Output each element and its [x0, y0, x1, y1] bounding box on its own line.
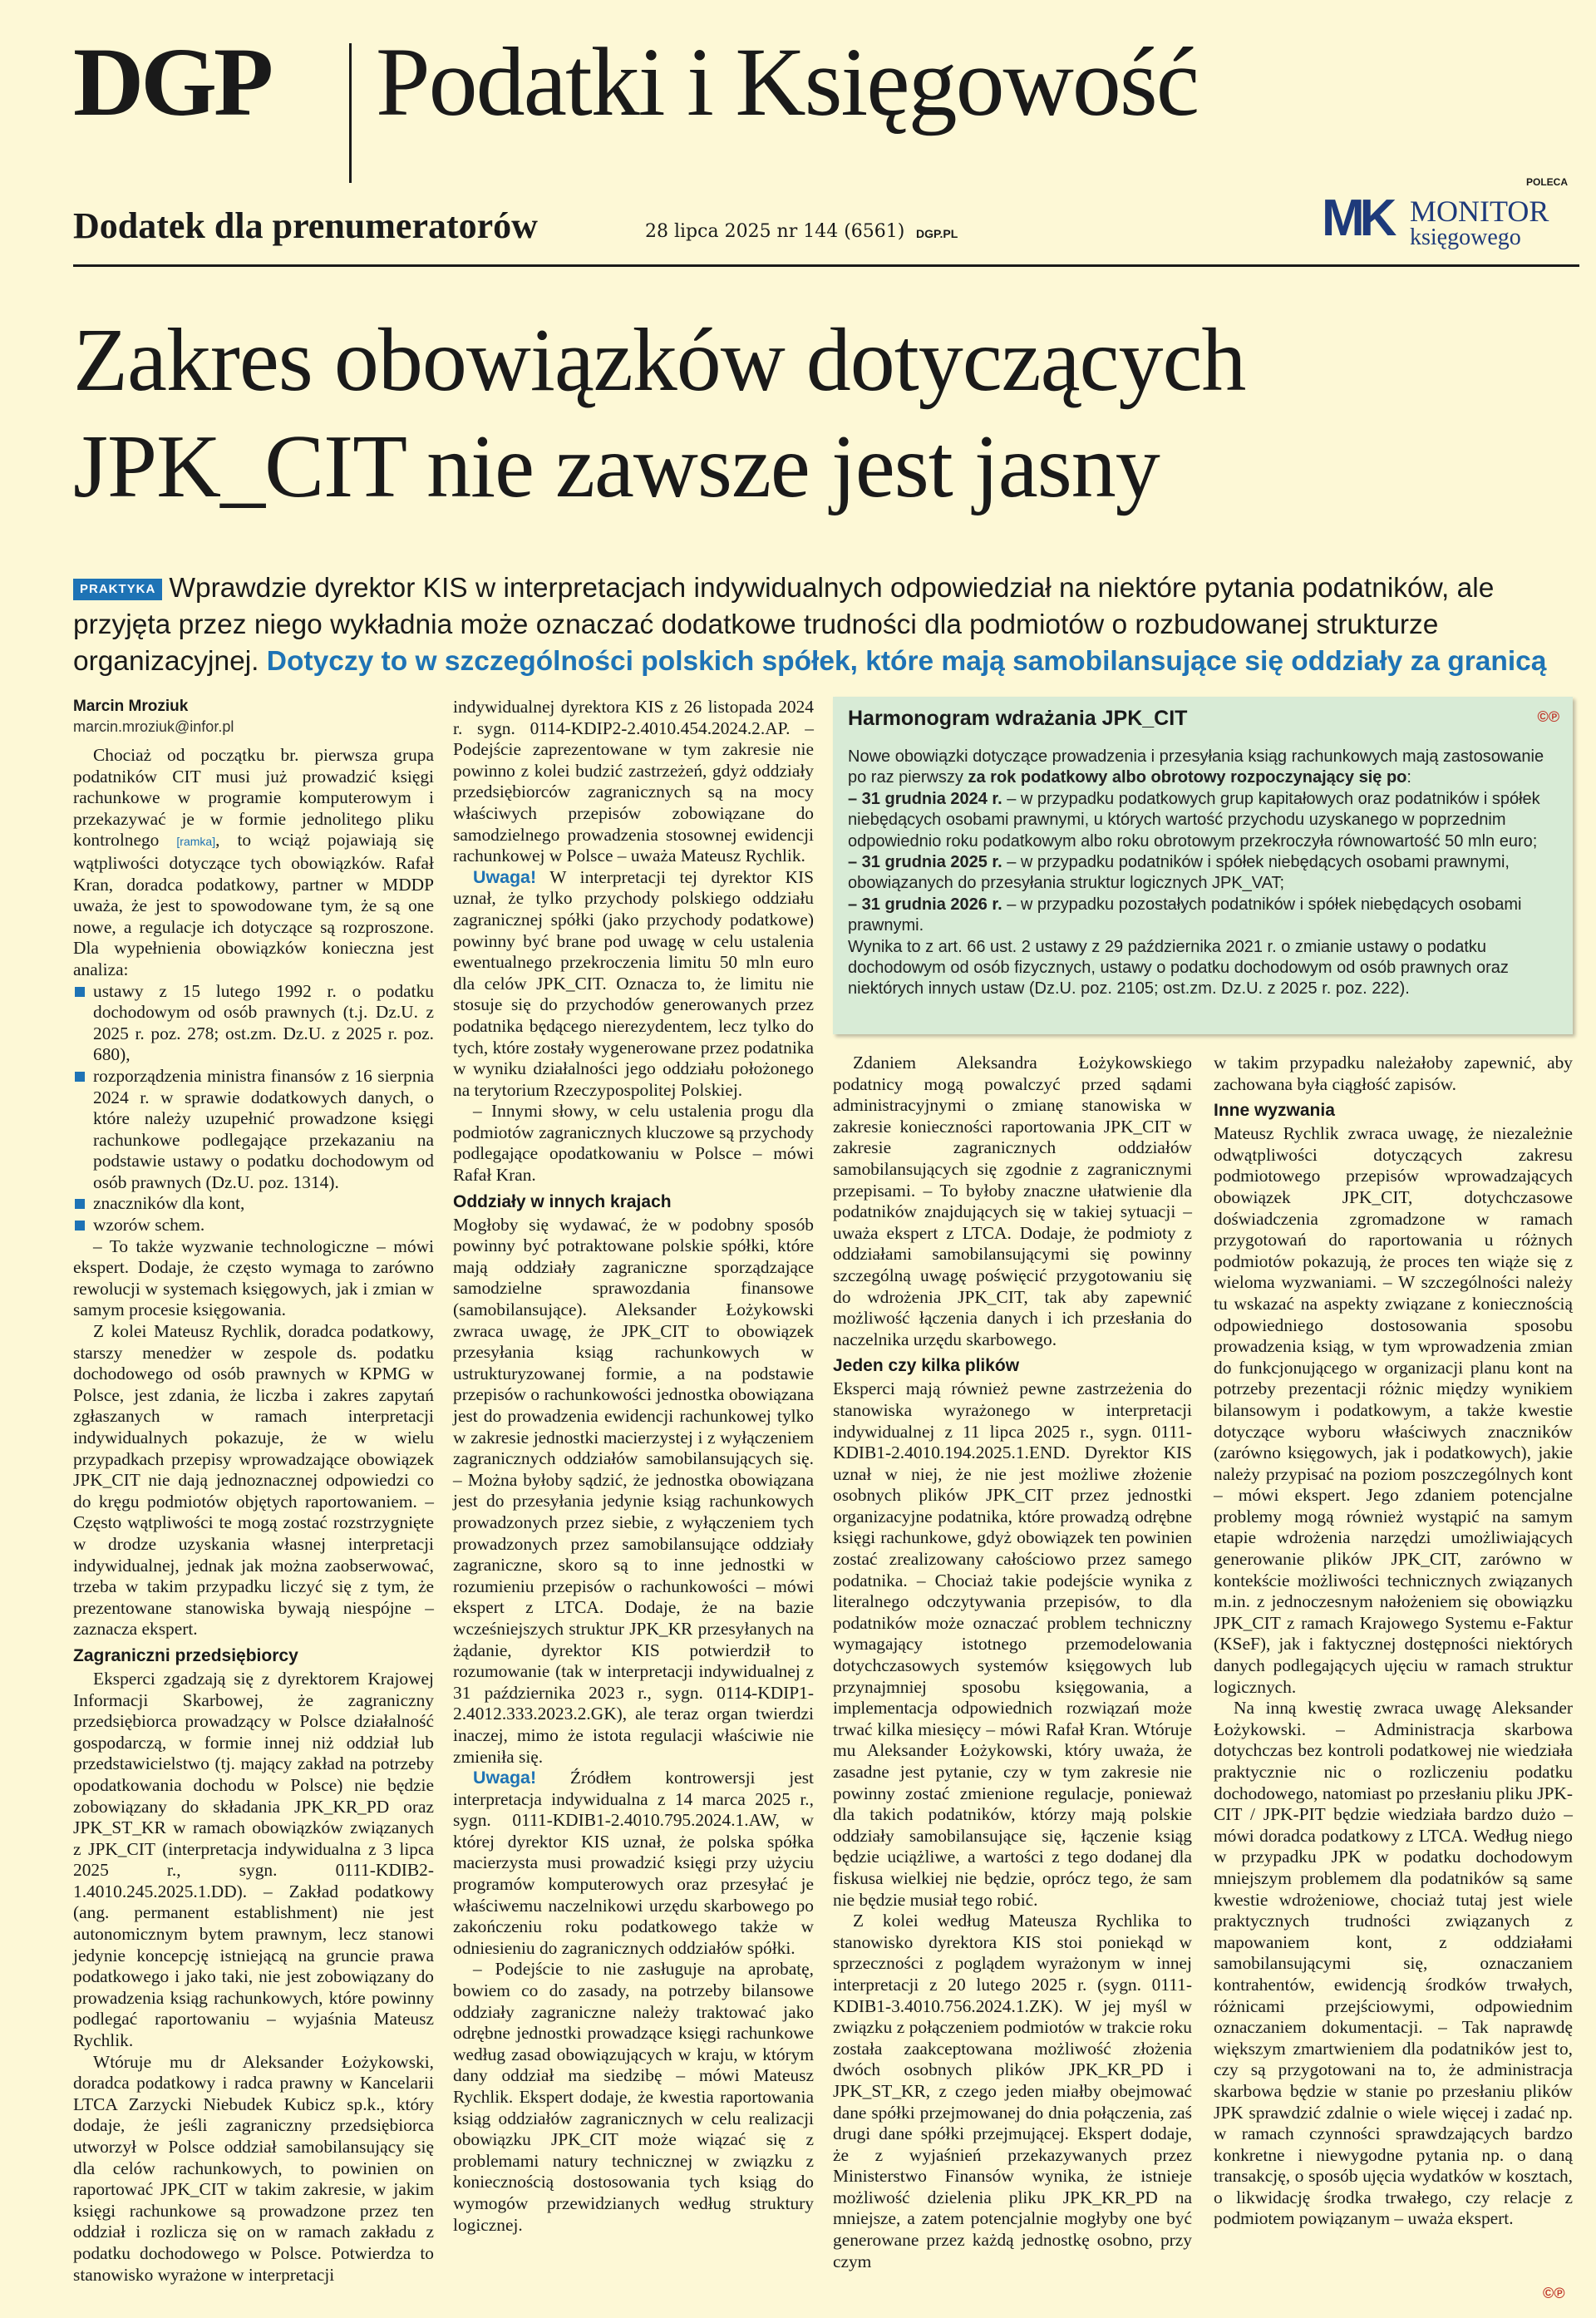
column-2 — [453, 697, 814, 2276]
subheading: Jeden czy kilka plików — [833, 1356, 1020, 1376]
subheading: Oddziały w innych krajach — [453, 1191, 672, 1211]
recommends-label: POLECA — [1526, 176, 1569, 188]
paragraph: Chociaż od początku br. pierwsza grupa podatników CIT musi już prowadzić księgi rachunkowe w programie komputerowym i przekazywać je w formie jednolitego pliku kontrolnego [ramka], to wciąż pojawiają się wątpliwości dotyczące tych obowiązków. Rafał Kran, doradca podatkowy, partner w MDDP uważa, że jest to spowodowane tym, że są one nowe, a regulacje ich dotyczące są rozproszone. Dla wypełnienia obowiązków konieczna jest analiza: — [73, 745, 434, 979]
masthead-rule — [73, 264, 1579, 267]
paragraph: Na inną kwestię zwraca uwagę Aleksander Łożykowski. – Administracja skarbowa dotychczas bez kontroli podatkowej nie wiedziała praktycznie nic o rozliczeniu podatku dochodowego, natomiast po przesłaniu pliku JPK-CIT / JPK-PIT będzie wiedziała bardzo dużo – mówi doradca podatkowy z LTCA. Według niego w przypadku JPK w podatku dochodowym mniejszym problemem dla podatników są same kwestie wdrożeniowe, chociaż tutaj jest wiele praktycznych trudności związanych z mapowaniem kont, z oddziałami samobilansującymi się, oznaczaniem kontrahentów, ewidencją środków trwałych, różnicami przejściowymi, odpowiednim oznaczaniem dokumentacji. – Tak naprawdę większym zmartwieniem dla podatników jest to, czy są przygotowani na to, że administracja skarbowa będzie w stanie po przesłaniu plików JPK sprawdzić zdalnie o wiele więcej i zadać np. w ramach czynności sprawdzających bardzo konkretne i niewygodne pytania np. o daną transakcję, o sposób ujęcia wydatków w kosztach, o likwidację środka trwałego, czy relacje z podmiotem powiązanym – uważa ekspert. — [1214, 1698, 1573, 2229]
paragraph: Z kolei według Mateusza Rychlika to stanowisko dyrektora KIS stoi poniekąd w sprzeczności z poglądem wyrażonym w innej interpretacji z 20 lutego 2025 r. (sygn. 0111-KDIB1-3.4010.756.2024.1.ZK). W jej myśl w związku z połączeniem podmiotów w trakcie roku została zaakceptowana możliwość złożenia dwóch osobnych plików JPK_KR_PD i JPK_ST_KR, z czego jeden miałby obejmować dane spółki przejmowanej do dnia połączenia, zaś drugi dane spółki przejmującej. Ekspert dodaje, że z wyjaśnień przekazywanych przez Ministerstwo Finansów wynika, że istnieje możliwość dzielenia pliku JPK_KR_PD na mniejsze, a zatem potencjalnie mogłyby one być generowane przez każdą jednostkę osobno, przy czym — [833, 1911, 1192, 2271]
list-item: rozporządzenia ministra finansów z 16 sierpnia 2024 r. w sprawie dodatkowych danych, o które należy uzupełnić prowadzone księgi rachunkowe podlegające przekazaniu na podstawie ustawy o podatku dochodowym od osób prawnych (Dz.U. poz. 1314). — [73, 1066, 434, 1194]
column-3 — [833, 1053, 1192, 2275]
supplement-label: Dodatek dla prenumeratorów — [73, 205, 538, 246]
subheading: Zagraniczni przedsiębiorcy — [73, 1645, 298, 1665]
paragraph: w takim przypadku należałoby zapewnić, aby zachowana była ciągłość zapisów. — [1214, 1053, 1573, 1094]
author-email[interactable]: marcin.mroziuk@infor.pl — [73, 718, 234, 735]
copyright-icon: ©℗ — [1537, 708, 1559, 725]
author-name: Marcin Mroziuk — [73, 698, 189, 715]
brand-logo: DGP — [73, 27, 271, 136]
paragraph: Eksperci mają również pewne zastrzeżenia do stanowiska wyrażonego w interpretacji indywidualnej z 11 lipca 2025 r., sygn. 0111-KDIB1-2.4010.194.2025.1.END. Dyrektor KIS uznał w niej, że nie jest możliwe złożenie osobnych plików JPK_CIT przez jednostki organizacyjne podatnika, które prowadzą odrębne księgi rachunkowe, gdyż obowiązek ten powinien zostać zrealizowany całościowo przez samego podatnika. – Chociaż takie podejście wynika z literalnego odczytywania przepisów, to dla podatników może oznaczać problem techniczny wymagający istotnego przemodelowania dotychczasowych systemów księgowych lub przynajmniej sposobu księgowania, a implementacja odpowiednich rozwiązań może trwać kilka miesięcy – mówi Rafał Kran. Wtóruje mu Aleksander Łożykowski, który uważa, że zasadne jest pytanie, czy w tym zakresie nie powinny zostać zmienione regulacje, ponieważ dla takich podatników, którzy mają polskie oddziały samobilansujące się, łączenie ksiąg będzie uciążliwe, a wartości z tego dodanej dla fiskusa wielkiej nie będzie, oprócz tego, że sam nie będzie musiał tego robić. — [833, 1378, 1192, 1910]
headline-line-2: JPK_CIT nie zawsze jest jasny — [73, 417, 1160, 516]
lead-accent: Dotyczy to w szczególności polskich spółek, które mają samobilansujące się oddziały za granicą — [266, 646, 1547, 677]
paragraph: indywidualnej dyrektora KIS z 26 listopada 2024 r. sygn. 0114-KDIP2-2.4010.454.2024.2.AP. – Podejście zaprezentowane w tym zakresie nie powinno z kolei budzić zastrzeżeń, gdyż oddziały przedsiębiorców zagranicznych są na mocy właściwych przepisów zobowiązane do samodzielnego prowadzenia stosownej ewidencji rachunkowej w Polsce – uważa Mateusz Rychlik. — [453, 697, 814, 866]
list-item: wzorów schem. — [73, 1215, 434, 1236]
copyright-icon: ©℗ — [1543, 2285, 1565, 2301]
analysis-list — [73, 981, 434, 1236]
masthead-divider — [349, 43, 352, 183]
schedule-box — [833, 697, 1573, 1034]
box-body — [848, 747, 1561, 1000]
paragraph: Z kolei Mateusz Rychlik, doradca podatkowy, starszy menedżer w zespole ds. podatku dochodowego od osób prawnych w KPMG w Polsce, jest zdania, że liczba i zakres zapytań zgłaszanych w ramach interpretacji indywidualnych pokazuje, że w wielu przypadkach przepisy wprowadzające obowiązek JPK_CIT nie dają jednoznacznej odpowiedzi co do kręgu podmiotów objętych raportowaniem. –Często wątpliwości te mogą zostać rozstrzygnięte w drodze uzyskania własnej interpretacji indywidualnej, jednak jak można zaobserwować, trzeba w takim przypadku liczyć się z tym, że prezentowane stanowiska bywają niespójne – zaznacza ekspert. — [73, 1321, 434, 1640]
paragraph: Eksperci zgadzają się z dyrektorem Krajowej Informacji Skarbowej, że zagraniczny przedsiębiorca prowadzący w Polsce działalność gospodarczą, w formie innej niż oddział lub przedstawicielstwo (tj. mający zakład na potrzeby opodatkowania dochodu w Polsce) nie będzie zobowiązany do składania JPK_KR_PD oraz JPK_ST_KR w ramach obowiązków związanych z JPK_CIT (interpretacja indywidualna z 3 lipca 2025 r., sygn. 0111-KDIB2-1.4010.245.2025.1.DD). – Zakład podatkowy (ang. permanent establishment) nie jest autonomicznym bytem prawnym, lecz stanowi jedynie koncepcję istniejącą na gruncie prawa podatkowego i jako taki, nie jest zobowiązany do prowadzenia ksiąg rachunkowych, które powinny podlegać raportowaniu – wyjaśnia Mateusz Rychlik. — [73, 1668, 434, 2051]
category-tag: PRAKTYKA — [73, 579, 162, 600]
issue-date: 28 lipca 2025 nr 144 (6561) — [645, 221, 905, 242]
paragraph: Wtóruje mu dr Aleksander Łożykowski, doradca podatkowy i radca prawny w Kancelarii LTCA Zarzycki Niebudek Kubicz sp.k., który dodaje, że jeśli zagraniczny przedsiębiorca utworzył w Polsce oddział samobilansujący się dla celów rachunkowych, to powinien on raportować JPK_CIT w takim zakresie, w jakim księgi rachunkowe są prowadzone przez ten oddział i rozlicza się on w ramach zakładu z podatku dochodowego w Polsce. Potwierdza to stanowisko wyrażone w interpretacji — [73, 2051, 434, 2285]
list-item: znaczników dla kont, — [73, 1193, 434, 1215]
partner-logo-mark: MK — [1322, 190, 1392, 247]
section-title: Podatki i Księgowość — [376, 27, 1199, 136]
box-item: – 31 grudnia 2026 r. – w przypadku pozostałych podatników i spółek niebędących osobami prawnymi. — [848, 895, 1522, 935]
box-title: Harmonogram wdrażania JPK_CIT — [848, 707, 1188, 730]
box-item: – 31 grudnia 2024 r. – w przypadku podatkowych grup kapitałowych oraz podatników i spółek niebędących osobami prawnymi, u których wartość przychodu uzyskanego w poprzednim odpowiednio roku podatkowym albo roku obrotowym przekroczyła równowartość 50 mln euro; — [848, 789, 1540, 851]
partner-name: MONITOR — [1410, 195, 1549, 228]
column-4 — [1214, 1053, 1573, 2275]
lead-text: Wprawdzie dyrektor KIS w interpretacjach indywidualnych odpowiedział na niektóre pytania podatników, ale przyjęta przez niego wykładnia może oznaczać dodatkowe trudności dla podmiotów o rozbudowanej strukturze organizacyjnej. — [73, 573, 1495, 677]
paragraph: – To także wyzwanie technologiczne – mówi ekspert. Dodaje, że często wymaga to zarówno rewolucji w systemach księgowych, jak i zmian w samym procesie księgowania. — [73, 1235, 434, 1320]
box-reference: [ramka] — [176, 835, 216, 849]
subheading: Inne wyzwania — [1214, 1101, 1335, 1121]
paragraph: Mateusz Rychlik zwraca uwagę, że niezależnie odwątpliwości dotyczących zakresu podmiotowego przepisów wprowadzających obowiązek JPK_CIT, dotychczasowe doświadczenia zgromadzone w ramach przygotowań do raportowania u różnych podmiotów pokazują, że proces ten wiąże się z wieloma wyzwaniami. – W szczególności należy tu wskazać na aspekty związane z koniecznością odpowiedniego dostosowania sposobu prowadzenia ksiąg, w tym wprowadzenia zmian do funkcjonującego w organizacji planu kont na potrzeby prezentacji różnic między wynikiem bilansowym i podatkowym, a także kwestie dotyczące wyboru właściwych znaczników (zarówno księgowych, jak i podatkowych), jakie należy przypisać na poziom poszczególnych kont – mówi ekspert. Jego zdaniem potencjalne problemy mogą również wystąpić na samym etapie wdrożenia narzędzi umożliwiających generowanie plików JPK_CIT, zarówno w kontekście możliwości technicznych związanych m.in. z jednoczesnym nałożeniem się obowiązku JPK_CIT z ramach Krajowego Systemu e-Faktur (KSeF), jak i faktycznej dostępności niektórych danych podlegających ujęciu w ramach struktur logicznych. — [1214, 1123, 1573, 1697]
note-marker: Uwaga! — [473, 866, 537, 887]
paragraph: Zdaniem Aleksandra Łożykowskiego podatnicy mogą powalczyć przed sądami administracyjnymi o zmianę stanowiska w zakresie konieczności raportowania JPK_CIT w zakresie zagranicznych oddziałów samobilansujących się zgodnie z zagranicznymi przepisami. – To byłoby znaczne ułatwienie dla podatników znajdujących się w takiej sytuacji – uważa ekspert z LTCA. Dodaje, że podmioty z oddziałami samobilansującymi się powinny szczególną uwagę poświęcić przygotowaniu się do wdrożenia JPK_CIT, tak aby zapewnić możliwość łączenia danych i ich przesłania do naczelnika urzędu skarbowego. — [833, 1053, 1192, 1349]
paragraph: Uwaga! Źródłem kontrowersji jest interpretacja indywidualna z 14 marca 2025 r., sygn. 0111-KDIB1-2.4010.795.2024.1.AW, w której dyrektor KIS uznał, że polska spółka macierzysta musi prowadzić księgi przy użyciu programów komputerowych oraz przesyłać je właściwemu naczelnikowi urzędu skarbowego po zakończeniu roku podatkowego także w odniesieniu do zagranicznych oddziałów spółki. — [453, 1768, 814, 1958]
box-intro: Nowe obowiązki dotyczące prowadzenia i przesyłania ksiąg rachunkowych mają zastosowanie po raz pierwszy za rok podatkowy albo obrotowy rozpoczynający się po: — [848, 747, 1544, 787]
headline-line-1: Zakres obowiązków dotyczących — [73, 311, 1246, 410]
paragraph: Mogłoby się wydawać, że w podobny sposób powinny być potraktowane polskie spółki, które mają oddziały zagraniczne sporządzające samodzielne sprawozdania finansowe (samobilansujące). Aleksander Łożykowski zwraca uwagę, że JPK_CIT to obowiązek przesyłania ksiąg rachunkowych w ustrukturyzowanej formie, a na podstawie przepisów o rachunkowości jednostka obowiązana jest do prowadzenia ewidencji rachunkowej tylko w zakresie jednostki macierzystej i z wyłączeniem zagranicznych oddziałów samobilansujących się. – Można byłoby sądzić, że jednostka obowiązana jest do przesyłania jedynie ksiąg rachunkowych prowadzonych przez siebie, z wyłączeniem tych prowadzonych przez samobilansujące oddziały zagraniczne, skoro są to inne jednostki w rozumieniu przepisów o rachunkowości – mówi ekspert z LTCA. Dodaje, że na bazie wcześniejszych struktur JPK_KR przesyłanych na żądanie, dyrektor KIS potwierdził to rozumowanie (tak w interpretacji indywidualnej z 31 października 2023 r., sygn. 0114-KDIP1-2.4012.333.2023.2.GK), ale teraz organ twierdzi inaczej, mimo że istota regulacji właściwie nie zmieniła się. — [453, 1214, 814, 1767]
box-item: – 31 grudnia 2025 r. – w przypadku podatników i spółek niebędących osobami prawnymi, obowiązanych do przesyłania struktur logicznych JPK_VAT; — [848, 853, 1510, 893]
paragraph: Uwaga! W interpretacji tej dyrektor KIS uznał, że tylko przychody polskiego oddziału zagranicznej spółki (jako przychody podatkowe) powinny być brane pod uwagę w celu ustalenia ewentualnego przekroczenia limitu 50 mln euro dla celów JPK_CIT. Oznacza to, że limitu nie stosuje się do przychodów generowanych przez podatnika będącego nierezydentem, lecz tylko do tych, które zostały wygenerowane przez podatnika w wyniku działalności jego oddziału położonego na terytorium Rzeczypospolitej Polskiej. — [453, 866, 814, 1100]
partner-name-sub: księgowego — [1410, 224, 1521, 250]
list-item: ustawy z 15 lutego 1992 r. o podatku dochodowym od osób prawnych (t.j. Dz.U. z 2025 r. poz. 278; ost.zm. Dz.U. z 2025 r. poz. 680), — [73, 981, 434, 1066]
article-lead — [73, 570, 1579, 680]
article-headline — [73, 308, 1245, 520]
website-link[interactable]: DGP.PL — [916, 227, 958, 240]
paragraph: – Innymi słowy, w celu ustalenia progu dla podmiotów zagranicznych kluczowe są przychody podlegające opodatkowaniu w Polsce – mówi Rafał Kran. — [453, 1101, 814, 1186]
paragraph: – Podejście to nie zasługuje na aprobatę, bowiem co do zasady, na potrzeby bilansowe oddziały zagraniczne należy traktować jako odrębne jednostki prowadzące księgi rachunkowe według zasad obowiązujących w kraju, w którym dany oddział ma siedzibę – mówi Mateusz Rychlik. Ekspert dodaje, że kwestia raportowania ksiąg oddziałów zagranicznych w celu realizacji obowiązku JPK_CIT może wiązać się z problemami natury technicznej w związku z koniecznością dostosowania tych ksiąg do wymogów przewidzianych według struktury logicznej. — [453, 1959, 814, 2235]
column-1 — [73, 697, 434, 2285]
note-marker: Uwaga! — [473, 1768, 537, 1788]
box-source: Wynika to z art. 66 ust. 2 ustawy z 29 października 2021 r. o zmianie ustawy o podatku dochodowym od osób fizycznych, ustawy o podatku dochodowym od osób prawnych oraz niektórych innych ustaw (Dz.U. poz. 2105; ost.zm. Dz.U. z 2025 r. poz. 222). — [848, 937, 1509, 999]
